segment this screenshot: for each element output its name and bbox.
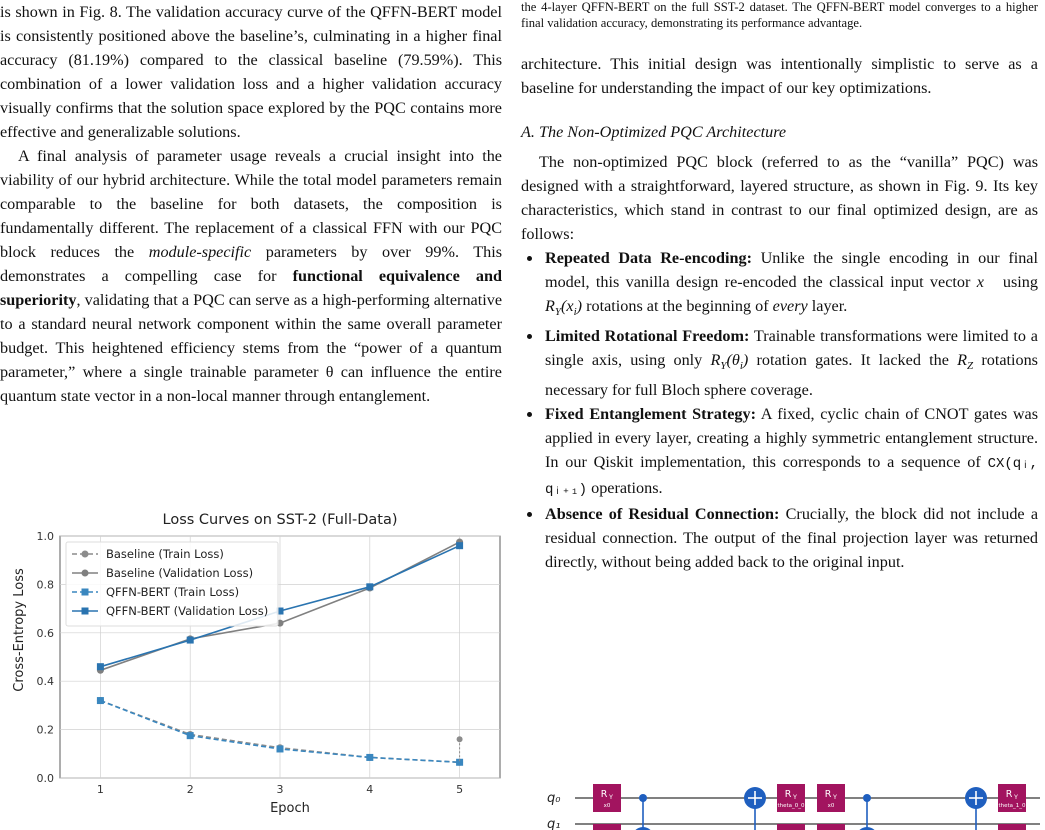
data-point — [187, 637, 194, 644]
characteristics-list — [521, 246, 1038, 574]
y-tick-label: 0.8 — [36, 578, 54, 592]
text-run: using — [996, 272, 1038, 291]
gate-label: R — [600, 789, 608, 800]
gate-subscript: Y — [1014, 793, 1018, 801]
paragraph-section: The non-optimized PQC block (referred to as the “vanilla” PQC) was designed with a straightforward, layered structure, as shown in Fig. 9. Its key characteristics, which stand in contrast to our final optimized design, are as follows: — [521, 152, 1038, 243]
list-item — [543, 502, 1038, 574]
section-heading: A. The Non-Optimized PQC Architecture — [521, 122, 787, 141]
data-point — [187, 732, 194, 739]
data-point — [97, 697, 104, 704]
cnot-control — [639, 794, 647, 802]
math-ry-xi: $R_Y(x_i)$ — [545, 296, 583, 318]
data-point — [97, 663, 104, 670]
x-tick-label: 5 — [456, 783, 464, 796]
left-column — [0, 0, 502, 408]
y-axis-label: Cross-Entropy Loss — [12, 568, 27, 692]
emphasis-text: every — [772, 296, 808, 315]
gate-param: theta_1_0 — [998, 803, 1026, 809]
paragraph-results: is shown in Fig. 8. The validation accuracy curve of the QFFN-BERT model is consistently positioned above the baseline’s, culminating in a higher final accuracy (81.19%) compared to the classical baseline (79.59%). This combination of a lower validation loss and a higher validation accuracy visually confirms that the solution space explored by the PQC contains more effective and generalizable solutions. — [0, 3, 502, 141]
gate-param: theta_0_0 — [777, 803, 805, 809]
text-run: operations. — [587, 479, 663, 498]
gate-label: R — [784, 789, 792, 800]
cnot-control — [863, 794, 871, 802]
text-run: rotations necessary for full Bloch sphere coverage. — [545, 350, 1038, 400]
figure-caption-fragment: the 4-layer QFFN-BERT on the full SST-2 dataset. The QFFN-BERT model converges to a higher final validation accuracy, demonstrating its performance advantage. — [521, 0, 1038, 30]
legend-swatch-marker — [82, 589, 89, 596]
x-axis-label: Epoch — [270, 801, 310, 816]
x-tick-label: 3 — [276, 783, 284, 796]
math-ry-theta: $R_Y(\theta_i)$ — [710, 350, 749, 373]
paragraph-intro: architecture. This initial design was intentionally simplistic to serve as a baseline for understanding the impact of our key optimizations. — [521, 54, 1038, 97]
list-item-title: Limited Rotational Freedom: — [545, 326, 750, 345]
x-tick-label: 4 — [366, 783, 374, 796]
text-run: , validating that a PQC can serve as a high-performing alternative to a standard neural network component within the same overall parameter budget. This heightened efficiency stems from the “power of a quantum parameter,” where a single trainable parameter θ can influence the entire quantum state vector in a non-local manner through entanglement. — [0, 291, 502, 405]
text-run: Trainable transformations were limited to a single axis, using only — [545, 326, 1038, 369]
qubit-label-q0: q₀ — [547, 791, 561, 806]
y-tick-label: 0.4 — [36, 675, 54, 689]
list-item — [543, 246, 1038, 324]
annotation-point — [457, 736, 463, 742]
y-tick-label: 1.0 — [36, 530, 54, 543]
x-tick-label: 1 — [96, 783, 104, 796]
text-run: rotation gates. It lacked the — [748, 350, 958, 369]
loss-curves-chart — [0, 502, 510, 828]
strong-text: functional equivalence and superiority — [0, 267, 502, 309]
text-run: Unlike the single encoding in our final model, this vanilla design re-encoded the classical input vector — [545, 248, 1038, 291]
data-point — [366, 754, 373, 761]
data-point — [277, 745, 284, 752]
data-point — [456, 542, 463, 549]
gate-subscript: Y — [833, 793, 837, 801]
gate-label: R — [824, 789, 832, 800]
text-run: Crucially, the block did not include a residual connection. The output of the final projection layer was returned directly, without being added back to the original input. — [545, 505, 1038, 572]
gate-subscript: Y — [793, 793, 797, 801]
math-vector-x: x⃗ — [976, 272, 997, 291]
gate-label: R — [1005, 789, 1013, 800]
paragraph-parameter-analysis — [0, 144, 502, 408]
text-run: layer. — [807, 296, 848, 315]
qubit-label-q1: q₁ — [547, 817, 561, 830]
math-rz: $R_Z$ — [957, 350, 974, 373]
chart-title: Loss Curves on SST-2 (Full-Data) — [162, 512, 398, 528]
gate-param: x0 — [603, 803, 611, 809]
list-item — [543, 324, 1038, 402]
emphasis-text: module-specific — [148, 243, 252, 261]
text-run: parameters by over 99%. This demonstrates a compelling case for — [0, 243, 502, 285]
gate-subscript: Y — [609, 793, 613, 801]
circuit-body — [575, 784, 1040, 830]
legend-swatch-marker — [82, 570, 89, 577]
y-tick-label: 0.2 — [36, 723, 54, 737]
legend-swatch-marker — [82, 551, 89, 558]
list-item-title: Absence of Residual Connection: — [545, 505, 780, 524]
text-run: rotations at the beginning of — [582, 296, 773, 315]
gate-param: x0 — [827, 803, 835, 809]
y-tick-label: 0.0 — [36, 772, 54, 785]
legend-label: Baseline (Validation Loss) — [106, 566, 254, 580]
x-tick-label: 2 — [186, 783, 194, 796]
y-tick-label: 0.6 — [36, 626, 54, 640]
text-run: A final analysis of parameter usage reveals a crucial insight into the viability of our hybrid architecture. While the total model parameters remain comparable to the baseline for both datasets, the composition is fundamentally different. The replacement of a classical FFN with our PQC block reduces the — [0, 147, 502, 261]
code-cx: CX(qᵢ, qᵢ₊₁) — [545, 456, 1038, 499]
data-point — [366, 583, 373, 590]
quantum-circuit-diagram — [545, 750, 1040, 830]
legend-label: Baseline (Train Loss) — [106, 547, 224, 561]
legend-label: QFFN-BERT (Validation Loss) — [106, 604, 269, 618]
list-item-title: Fixed Entanglement Strategy: — [545, 405, 756, 424]
chart-legend — [66, 542, 278, 626]
legend-swatch-marker — [82, 608, 89, 615]
list-item-title: Repeated Data Re-encoding: — [545, 248, 752, 267]
list-item — [543, 402, 1038, 502]
text-run: A fixed, cyclic chain of CNOT gates was applied in every layer, creating a highly symmetric entanglement structure. In our Qiskit implementation, this corresponds to a sequence of — [545, 405, 1038, 472]
right-column — [521, 0, 1038, 574]
legend-label: QFFN-BERT (Train Loss) — [106, 585, 240, 599]
